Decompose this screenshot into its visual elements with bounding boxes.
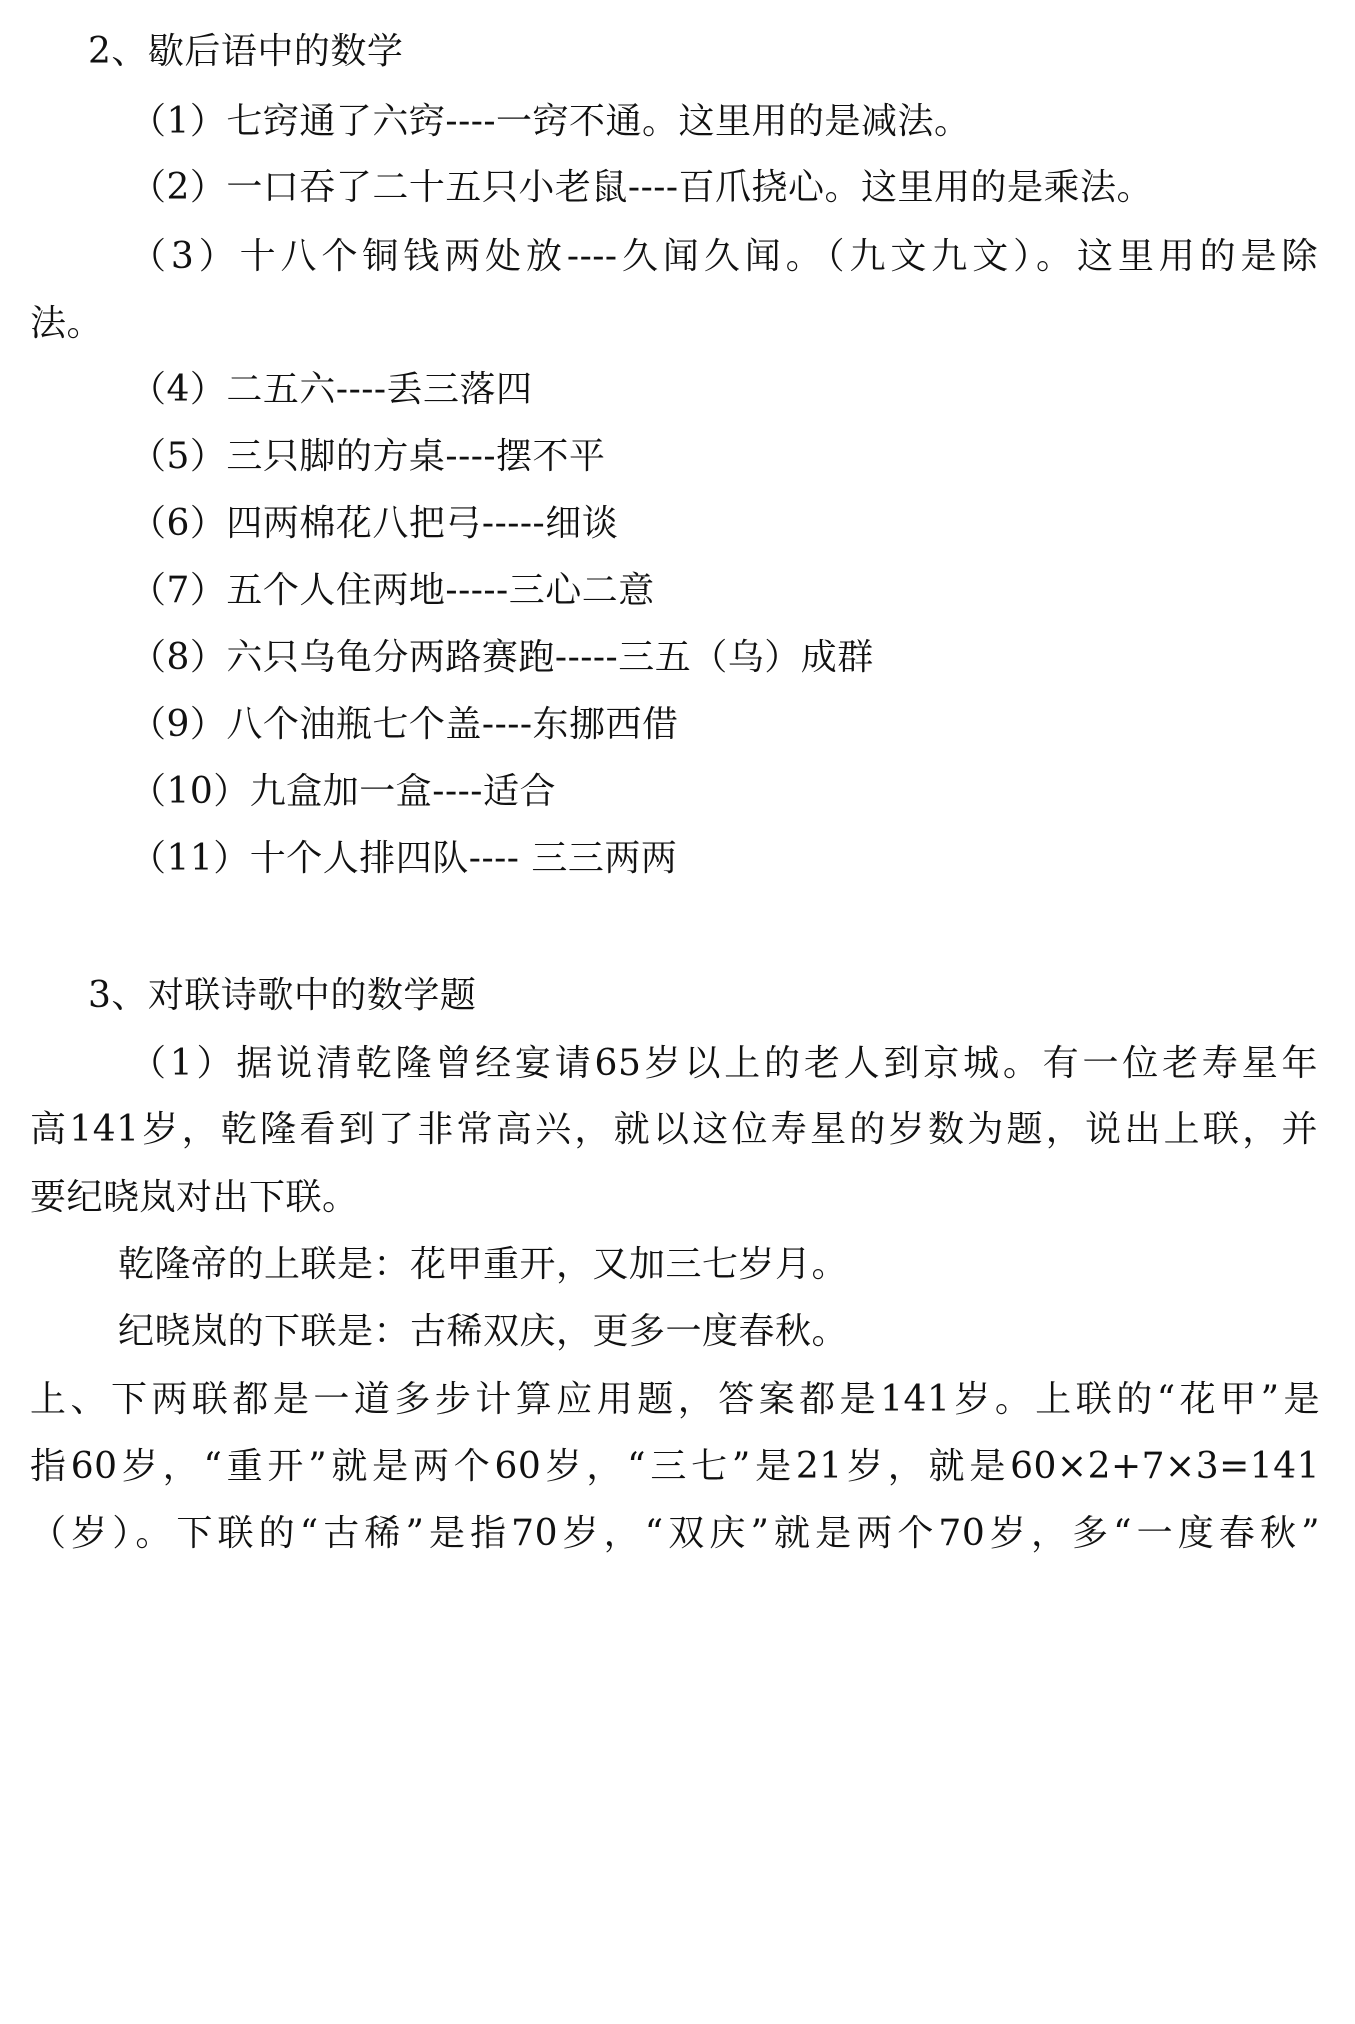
idiom-item-9: （9）八个油瓶七个盖----东挪西借 [130, 704, 679, 745]
explanation-line-1: 上、下两联都是一道多步计算应用题，答案都是141岁。上联的“花甲”是 [30, 1379, 1320, 1420]
lower-couplet: 纪晓岚的下联是：古稀双庆，更多一度春秋。 [118, 1311, 849, 1352]
idiom-item-5: （5）三只脚的方桌----摆不平 [130, 436, 606, 477]
idiom-item-10: （10）九盒加一盒----适合 [130, 771, 556, 812]
couplet-paragraph-line-2: 高141岁，乾隆看到了非常高兴，就以这位寿星的岁数为题，说出上联，并 [30, 1109, 1318, 1150]
idiom-item-1: （1）七窍通了六窍----一窍不通。这里用的是减法。 [130, 101, 971, 142]
explanation-line-3: （岁）。下联的“古稀”是指70岁，“双庆”就是两个70岁，多“一度春秋” [30, 1513, 1320, 1554]
section-3-heading: 3、对联诗歌中的数学题 [88, 975, 477, 1016]
couplet-paragraph-line-3: 要纪晓岚对出下联。 [30, 1177, 359, 1218]
idiom-item-3: （3）十八个铜钱两处放----久闻久闻。（九文九文）。这里用的是除 [130, 236, 1318, 277]
idiom-item-7: （7）五个人住两地-----三心二意 [130, 570, 655, 611]
couplet-paragraph-line-1: （1）据说清乾隆曾经宴请65岁以上的老人到京城。有一位老寿星年 [130, 1043, 1318, 1084]
section-2-heading: 2、歇后语中的数学 [88, 31, 404, 72]
idiom-item-3-continued: 法。 [30, 303, 104, 344]
explanation-line-2: 指60岁，“重开”就是两个60岁，“三七”是21岁，就是60×2+7×3=141 [30, 1446, 1320, 1487]
idiom-item-11: （11）十个人排四队---- 三三两两 [130, 838, 678, 879]
idiom-item-4: （4）二五六----丢三落四 [130, 369, 533, 410]
idiom-item-6: （6）四两棉花八把弓-----细谈 [130, 503, 619, 544]
idiom-item-8: （8）六只乌龟分两路赛跑-----三五（乌）成群 [130, 637, 874, 678]
upper-couplet: 乾隆帝的上联是：花甲重开，又加三七岁月。 [118, 1244, 849, 1285]
idiom-item-2: （2）一口吞了二十五只小老鼠----百爪挠心。这里用的是乘法。 [130, 167, 1154, 208]
